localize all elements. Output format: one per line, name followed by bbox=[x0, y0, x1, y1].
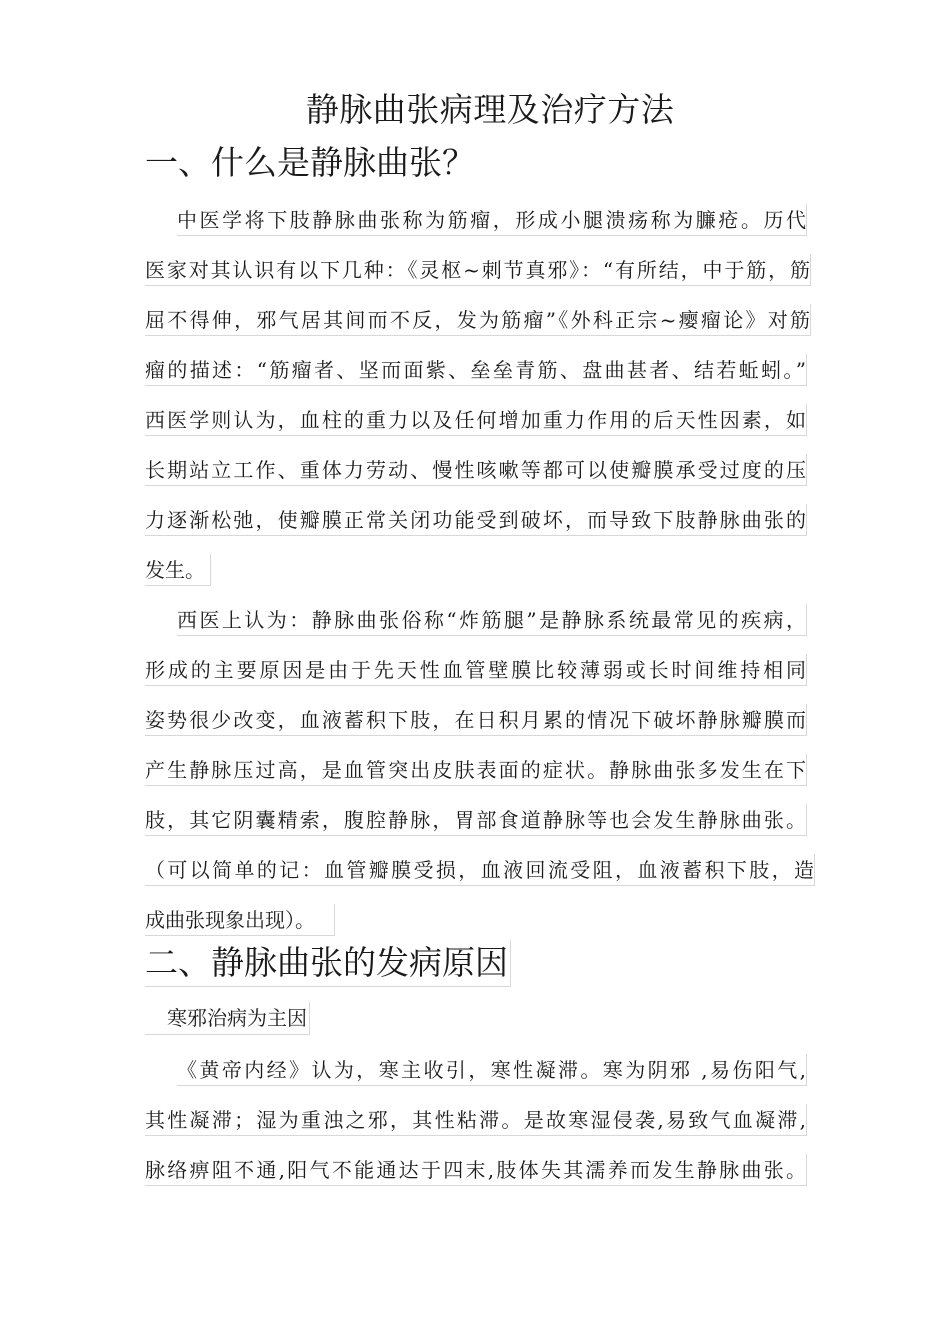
paragraph-line: 脉络痹阻不通,阳气不能通达于四末,肢体失其濡养而发生静脉曲张。 bbox=[145, 1154, 807, 1186]
subheading: 寒邪治病为主因 bbox=[145, 1002, 310, 1035]
paragraph-line: 其性凝滞；湿为重浊之邪，其性粘滞。是故寒湿侵袭,易致气血凝滞, bbox=[145, 1104, 807, 1136]
document-title: 静脉曲张病理及治疗方法 bbox=[305, 90, 675, 129]
paragraph-line: 力逐渐松弛，使瓣膜正常关闭功能受到破坏，而导致下肢静脉曲张的 bbox=[145, 504, 807, 536]
paragraph-line: 肢，其它阴囊精索，腹腔静脉，胃部食道静脉等也会发生静脉曲张。 bbox=[145, 804, 807, 836]
paragraph-line: 长期站立工作、重体力劳动、慢性咳嗽等都可以使瓣膜承受过度的压 bbox=[145, 454, 807, 486]
paragraph-line: 形成的主要原因是由于先天性血管壁膜比较薄弱或长时间维持相同 bbox=[145, 654, 807, 686]
paragraph-line: （可以简单的记：血管瓣膜受损，血液回流受阻，血液蓄积下肢，造 bbox=[145, 854, 815, 886]
section-heading-2: 二、静脉曲张的发病原因 bbox=[145, 940, 511, 987]
paragraph-line: 西医上认为：静脉曲张俗称“炸筋腿”是静脉系统最常见的疾病， bbox=[177, 604, 807, 636]
paragraph-line: 姿势很少改变，血液蓄积下肢，在日积月累的情况下破坏静脉瓣膜而 bbox=[145, 704, 807, 736]
paragraph-line: 瘤的描述：“筋瘤者、坚而面紫、垒垒青筋、盘曲甚者、结若蚯蚓。” bbox=[145, 354, 807, 386]
section-heading-1: 一、什么是静脉曲张？ bbox=[145, 143, 475, 182]
paragraph-line: 《黄帝内经》认为，寒主收引，寒性凝滞。寒为阴邪 ,易伤阳气, bbox=[177, 1054, 807, 1086]
paragraph-line: 产生静脉压过高，是血管突出皮肤表面的症状。静脉曲张多发生在下 bbox=[145, 754, 807, 786]
paragraph-line: 西医学则认为，血柱的重力以及任何增加重力作用的后天性因素，如 bbox=[145, 404, 807, 436]
paragraph-line: 成曲张现象出现）。 bbox=[145, 904, 335, 936]
paragraph-line: 屈不得伸，邪气居其间而不反，发为筋瘤”《外科正宗~瘿瘤论》对筋 bbox=[145, 304, 811, 336]
paragraph-line: 医家对其认识有以下几种：《灵枢~刺节真邪》：“有所结，中于筋，筋 bbox=[145, 254, 811, 286]
paragraph-line: 发生。 bbox=[145, 554, 211, 586]
paragraph-line: 中医学将下肢静脉曲张称为筋瘤，形成小腿溃疡称为臁疮。历代 bbox=[177, 204, 807, 236]
